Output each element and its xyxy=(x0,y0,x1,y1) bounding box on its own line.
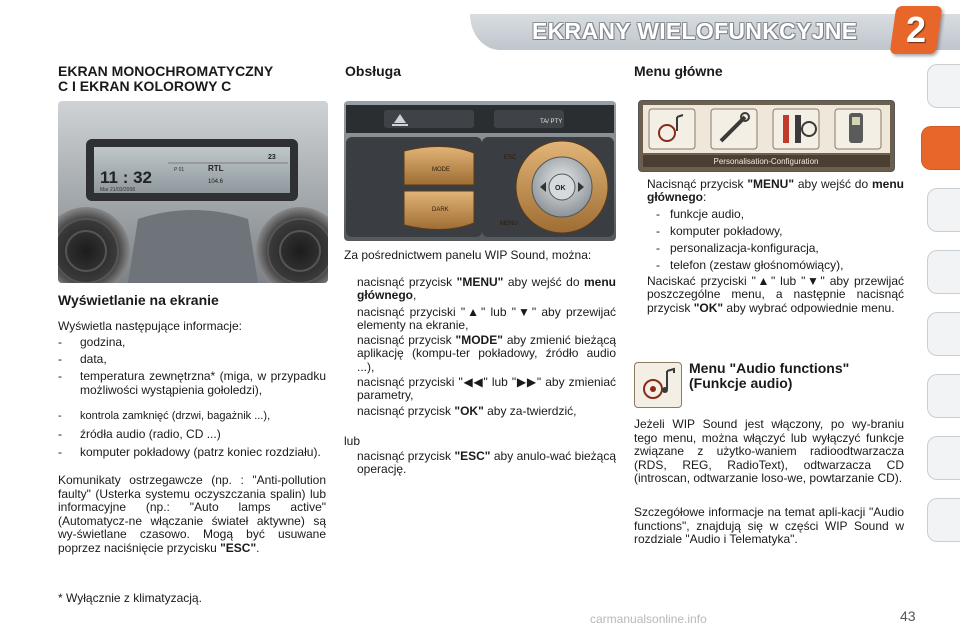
list-item-text: nacisnąć przyciski "▲" lub "▼" aby przewijać elementy na ekranie, xyxy=(357,305,616,333)
list-item-text: źródła audio (radio, CD ...) xyxy=(80,427,221,441)
list-item xyxy=(344,306,616,336)
audio-menu-heading xyxy=(689,361,849,391)
control-panel-illustration xyxy=(344,101,616,241)
list-item-text: godzina, xyxy=(80,335,126,349)
main-menu-illustration xyxy=(639,101,894,171)
arrow-left-icon: ◀◀ xyxy=(462,375,484,389)
arrow-down-icon: ▼ xyxy=(516,305,532,319)
list-item-text: nacisnąć przycisk "ESC" aby anulo-wać bieżącą operację. xyxy=(357,449,617,477)
list-item-text: temperatura zewnętrzna* (miga, w przypadku możliwości wystąpienia gołoledzi), xyxy=(80,369,326,397)
dash-marker: - xyxy=(58,352,62,366)
dash-marker: - xyxy=(58,335,62,349)
audio-functions-icon-graphic xyxy=(635,363,681,407)
list-item-text: komputer pokładowy, xyxy=(670,224,783,238)
list-item-text: kontrola zamknięć (drzwi, bagażnik ...), xyxy=(80,410,271,422)
chapter-tab[interactable] xyxy=(927,64,960,108)
list-item xyxy=(344,405,616,435)
display-preset: P 01 xyxy=(174,167,185,173)
list-item-text: data, xyxy=(80,352,107,366)
esc-button-label: ESC xyxy=(504,155,517,161)
subheading-display: Wyświetlanie na ekranie xyxy=(58,292,219,308)
intro-text: Wyświetla następujące informacje: xyxy=(58,319,242,333)
chapter-badge xyxy=(890,6,943,54)
watermark: carmanualsonline.info xyxy=(590,612,707,626)
display-station: RTL xyxy=(208,164,224,173)
list-item-text: nacisnąć przycisk "OK" aby za-twierdzić, xyxy=(357,404,577,418)
audio-menu-paragraph: Jeżeli WIP Sound jest włączony, po wy-braniu tego menu, można włączyć lub wyłączyć funkcje związane z użytko-waniem radioodtwarzacza (RDS, REG, RadioText), odtwarzacza CD (introscan, odtwarzanie loso-we, powtarzanie CD). xyxy=(634,417,904,486)
list-item xyxy=(634,275,904,331)
menu-button-label: MENU xyxy=(500,221,518,227)
arrow-right-icon: ▶▶ xyxy=(516,375,537,389)
heading-line: Menu "Audio functions" xyxy=(689,360,850,376)
chapter-tab[interactable] xyxy=(927,312,960,356)
screen-label: Personalisation-Configuration xyxy=(713,157,819,166)
dash-marker: - xyxy=(58,445,62,459)
warning-messages-paragraph xyxy=(58,474,326,556)
controls-intro: Za pośrednictwem panelu WIP Sound, można: xyxy=(344,248,592,262)
list-item xyxy=(344,334,616,378)
list-item-text: Naciskać przyciski "▲" lub "▼" aby przewijać poszczególne menu, a następnie nacisnąć przycisk "OK" aby wybrać odpowiednie menu. xyxy=(647,274,905,315)
section-heading-main-menu: Menu główne xyxy=(634,63,723,79)
arrow-up-icon: ▲ xyxy=(465,305,481,319)
list-item-text: nacisnąć przyciski "◀◀" lub "▶▶" aby zmieniać parametry, xyxy=(357,375,617,403)
esc-key-label: "ESC" xyxy=(220,540,257,555)
ok-button-label: OK xyxy=(555,185,566,192)
paragraph-text: Komunikaty ostrzegawcze (np. : "Anti-pollution faulty" (Usterka systemu oczyszczania spalin) lub informacyjne (np.: "Auto lamps active" (Automatycz-ne włączanie świateł aktywne) są wy-świetlane czasowo. Mogą być usuwane poprzez naciśnięcie przycisku xyxy=(58,473,326,555)
list-item-text: telefon (zestaw głośnomówiący), xyxy=(670,258,844,272)
list-item xyxy=(344,450,616,480)
page-header xyxy=(470,0,960,58)
page-title: EKRANY WIELOFUNKCYJNE xyxy=(532,18,858,44)
audio-functions-icon xyxy=(634,362,682,408)
footnote: * Wyłącznie z klimatyzacją. xyxy=(58,591,202,605)
list-item-text: personalizacja-konfiguracja, xyxy=(670,241,819,255)
dash-marker: - xyxy=(656,207,660,221)
chapter-number: 2 xyxy=(905,9,927,50)
display-temperature: 23 xyxy=(268,154,276,161)
page-number: 43 xyxy=(900,608,916,624)
list-item-text: funkcje audio, xyxy=(670,207,745,221)
ta-pty-label: TA/ PTY xyxy=(540,119,563,125)
dash-marker: - xyxy=(58,369,62,383)
arrow-down-icon: ▼ xyxy=(805,274,821,288)
list-item-text: komputer pokładowy (patrz koniec rozdziału). xyxy=(80,445,321,459)
list-item xyxy=(344,376,616,406)
audio-functions-icon xyxy=(649,109,695,149)
list-item xyxy=(634,178,904,208)
dashboard-illustration xyxy=(58,101,328,283)
chapter-tabs xyxy=(927,64,960,584)
dark-button-label: DARK xyxy=(432,207,449,213)
chapter-tab[interactable] xyxy=(927,436,960,480)
display-frequency: 104.6 xyxy=(208,179,224,185)
dash-marker: - xyxy=(58,410,62,422)
heading-line: (Funkcje audio) xyxy=(689,375,793,391)
main-menu-screen xyxy=(638,100,895,172)
list-item xyxy=(344,276,616,306)
dash-marker: - xyxy=(656,258,660,272)
heading-line: C I EKRAN KOLOROWY C xyxy=(58,78,232,94)
display-time: 11 : 32 xyxy=(100,168,152,187)
list-item xyxy=(58,369,326,413)
list-item-text: Nacisnąć przycisk "MENU" aby wejść do menu głównego: xyxy=(647,177,904,205)
audio-details-paragraph: Szczegółowe informacje na temat apli-kacji "Audio functions", znajdują się w części WIP Sound w rozdziale "Audio i Telematyka". xyxy=(634,505,904,547)
chapter-tab[interactable] xyxy=(927,188,960,232)
dash-marker: - xyxy=(58,427,62,441)
chapter-tab[interactable] xyxy=(927,374,960,418)
heading-line: EKRAN MONOCHROMATYCZNY xyxy=(58,63,274,79)
control-panel-photo xyxy=(344,101,616,241)
paragraph-end: . xyxy=(256,540,260,555)
section-heading-display xyxy=(58,64,273,94)
dash-marker: - xyxy=(656,241,660,255)
arrow-up-icon: ▲ xyxy=(755,274,771,288)
chapter-tab-active[interactable] xyxy=(921,126,960,170)
list-item-text: nacisnąć przycisk "MODE" aby zmienić bieżącą aplikację (kompu-ter pokładowy, źródło audio ...), xyxy=(357,333,616,374)
chapter-tab[interactable] xyxy=(927,250,960,294)
list-item-text: nacisnąć przycisk "MENU" aby wejść do menu głównego, xyxy=(357,275,617,303)
or-label: lub xyxy=(344,434,361,448)
dashboard-display-photo xyxy=(58,101,328,283)
chapter-tab[interactable] xyxy=(927,498,960,542)
dash-marker: - xyxy=(656,224,660,238)
display-date: Mar 21/03/2008 xyxy=(100,187,136,193)
section-heading-controls: Obsługa xyxy=(345,63,402,79)
mode-button-label: MODE xyxy=(432,167,450,173)
